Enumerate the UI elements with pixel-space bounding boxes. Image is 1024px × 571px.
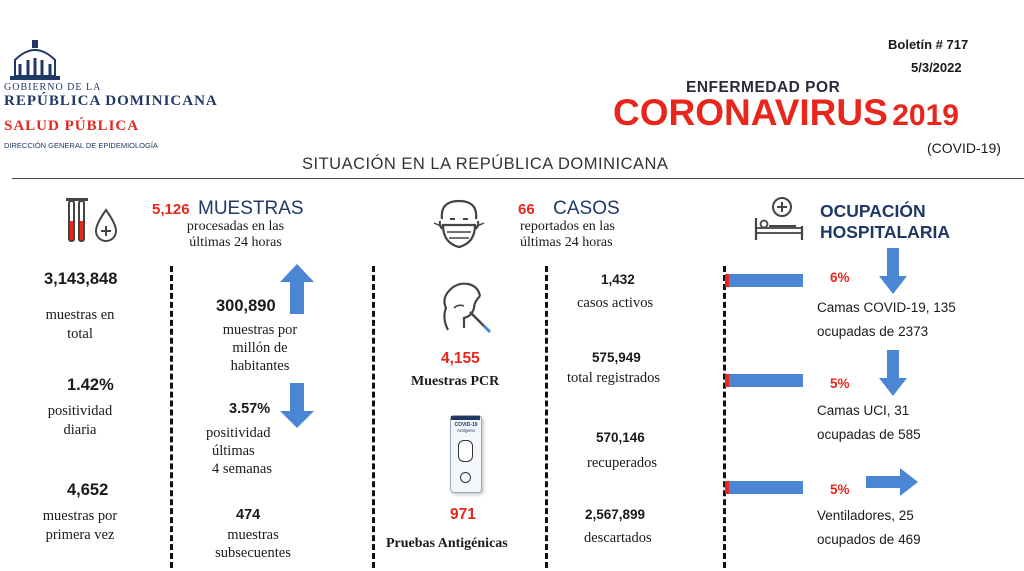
occupancy-desc-line-2: ocupados de 469: [817, 532, 921, 547]
subsequent-value: 474: [236, 507, 261, 523]
coat-of-arms-icon: [6, 38, 64, 80]
recovered-label: recuperados: [587, 455, 658, 471]
cases-daily-desc-1: reportados en las: [520, 219, 615, 234]
test-kit-text-1: COVID-19: [454, 422, 478, 428]
ministry-name: SALUD PÚBLICA: [4, 118, 140, 134]
recovered-value: 570,146: [596, 430, 645, 445]
occupancy-percent-covid-beds: 6%: [830, 270, 850, 285]
first-time-desc-1: muestras por: [42, 508, 118, 524]
hospital-heading-2: HOSPITALARIA: [820, 222, 950, 242]
arrow-down-icon: [280, 383, 314, 428]
occupancy-bar-marker: [725, 274, 729, 287]
positivity-4w-desc-2: últimas: [212, 443, 255, 459]
samples-total-desc: [20, 306, 140, 344]
test-kit-well: [460, 472, 471, 483]
samples-total-desc-1: muestras en: [45, 307, 115, 323]
positivity-daily-desc-1: positividad: [47, 403, 113, 419]
per-million-desc-1: muestras por: [222, 322, 298, 338]
department-name: DIRECCIÓN GENERAL DE EPIDEMIOLOGÍA: [4, 141, 158, 150]
occupancy-desc-line-1: Camas UCI, 31: [817, 403, 910, 418]
samples-total-value: 3,143,848: [44, 270, 118, 288]
first-time-desc-2: primera vez: [45, 527, 115, 543]
registered-label: total registrados: [567, 370, 661, 386]
samples-header: [152, 198, 304, 220]
per-million-desc: [195, 321, 325, 375]
first-time-desc: [20, 507, 140, 545]
pcr-swab-icon: [434, 278, 494, 338]
arrow-right-icon: [866, 468, 918, 496]
hospital-bed-icon: [752, 196, 806, 242]
section-title: SITUACIÓN EN LA REPÚBLICA DOMINICANA: [302, 155, 669, 173]
cases-daily-desc: [520, 219, 660, 251]
positivity-daily-desc-2: diaria: [63, 422, 97, 438]
pcr-label: Muestras PCR: [411, 374, 500, 389]
occupancy-desc-line-2: ocupadas de 2373: [817, 324, 929, 339]
samples-daily-desc: [163, 219, 308, 251]
title-subtitle: (COVID-19): [927, 140, 1001, 156]
government-logo: [4, 38, 256, 152]
positivity-daily-value: 1.42%: [67, 376, 114, 394]
samples-total-desc-2: total: [67, 326, 93, 342]
occupancy-bar-marker: [725, 481, 729, 494]
test-tubes-icon: [62, 196, 124, 246]
divider-cases: [545, 266, 548, 568]
subsequent-desc: [190, 526, 316, 562]
first-time-value: 4,652: [67, 481, 109, 499]
test-kit-window: [458, 440, 473, 462]
positivity-daily-desc: [20, 402, 140, 440]
per-million-value: 300,890: [216, 297, 276, 315]
samples-daily-desc-1: procesadas en las: [186, 219, 285, 234]
cases-heading: CASOS: [553, 198, 620, 219]
per-million-desc-3: habitantes: [230, 358, 290, 374]
government-line-1: GOBIERNO DE LA: [4, 82, 102, 93]
arrow-up-icon: [280, 264, 314, 314]
occupancy-bar-icu-beds: [725, 374, 803, 387]
pcr-value: 4,155: [441, 350, 480, 367]
occupancy-percent-icu-beds: 5%: [830, 376, 850, 391]
hospital-heading: [820, 201, 950, 243]
samples-daily-value: 5,126: [152, 201, 190, 218]
hospital-heading-1: OCUPACIÓN: [820, 201, 926, 221]
samples-daily-desc-2: últimas 24 horas: [189, 235, 282, 250]
discarded-value: 2,567,899: [585, 507, 646, 522]
government-line-2: REPÚBLICA DOMINICANA: [4, 93, 218, 109]
active-value: 1,432: [601, 272, 635, 287]
antigen-test-kit-icon: [450, 415, 482, 493]
title-small: ENFERMEDAD POR: [686, 79, 841, 96]
occupancy-bar-covid-beds: [725, 274, 803, 287]
subsequent-desc-1: muestras: [227, 527, 279, 543]
divider-hospital: [723, 266, 726, 568]
occupancy-bar-ventilators: [725, 481, 803, 494]
positivity-4w-desc-1: positividad: [206, 425, 271, 441]
arrow-down-icon: [879, 350, 907, 396]
occupancy-desc-line-1: Ventiladores, 25: [817, 508, 914, 523]
cases-header: [518, 198, 620, 220]
positivity-4w-desc-3: 4 semanas: [212, 461, 272, 477]
occupancy-desc-covid-beds: [817, 296, 956, 344]
discarded-label: descartados: [584, 530, 652, 546]
title-main: [613, 92, 959, 134]
title-year: 2019: [892, 99, 959, 132]
active-label: casos activos: [577, 295, 654, 311]
cases-daily-desc-2: últimas 24 horas: [520, 235, 613, 250]
bulletin-date: 5/3/2022: [911, 60, 962, 75]
cases-daily-value: 66: [518, 201, 535, 218]
occupancy-desc-line-2: ocupadas de 585: [817, 427, 921, 442]
test-kit-header: [451, 416, 480, 420]
divider-samples: [170, 266, 173, 568]
section-divider: [12, 178, 1024, 179]
per-million-desc-2: millón de: [232, 340, 288, 356]
antigen-label: Pruebas Antigénicas: [386, 536, 508, 551]
occupancy-desc-ventilators: [817, 504, 921, 552]
occupancy-desc-icu-beds: [817, 399, 921, 447]
masked-face-icon: [430, 197, 488, 253]
subsequent-desc-2: subsecuentes: [215, 545, 291, 561]
divider-middle: [372, 266, 375, 568]
samples-heading: MUESTRAS: [198, 198, 304, 219]
occupancy-desc-line-1: Camas COVID-19, 135: [817, 300, 956, 315]
positivity-4w-value: 3.57%: [229, 401, 271, 417]
registered-value: 575,949: [592, 350, 641, 365]
arrow-down-icon: [879, 248, 907, 294]
antigen-value: 971: [450, 506, 476, 523]
test-kit-text-2: Antígeno: [456, 428, 475, 433]
title-coronavirus: CORONAVIRUS: [613, 92, 888, 133]
occupancy-bar-marker: [725, 374, 729, 387]
bulletin-number: Boletín # 717: [888, 37, 969, 52]
positivity-4w-desc: [206, 424, 316, 478]
occupancy-percent-ventilators: 5%: [830, 482, 850, 497]
